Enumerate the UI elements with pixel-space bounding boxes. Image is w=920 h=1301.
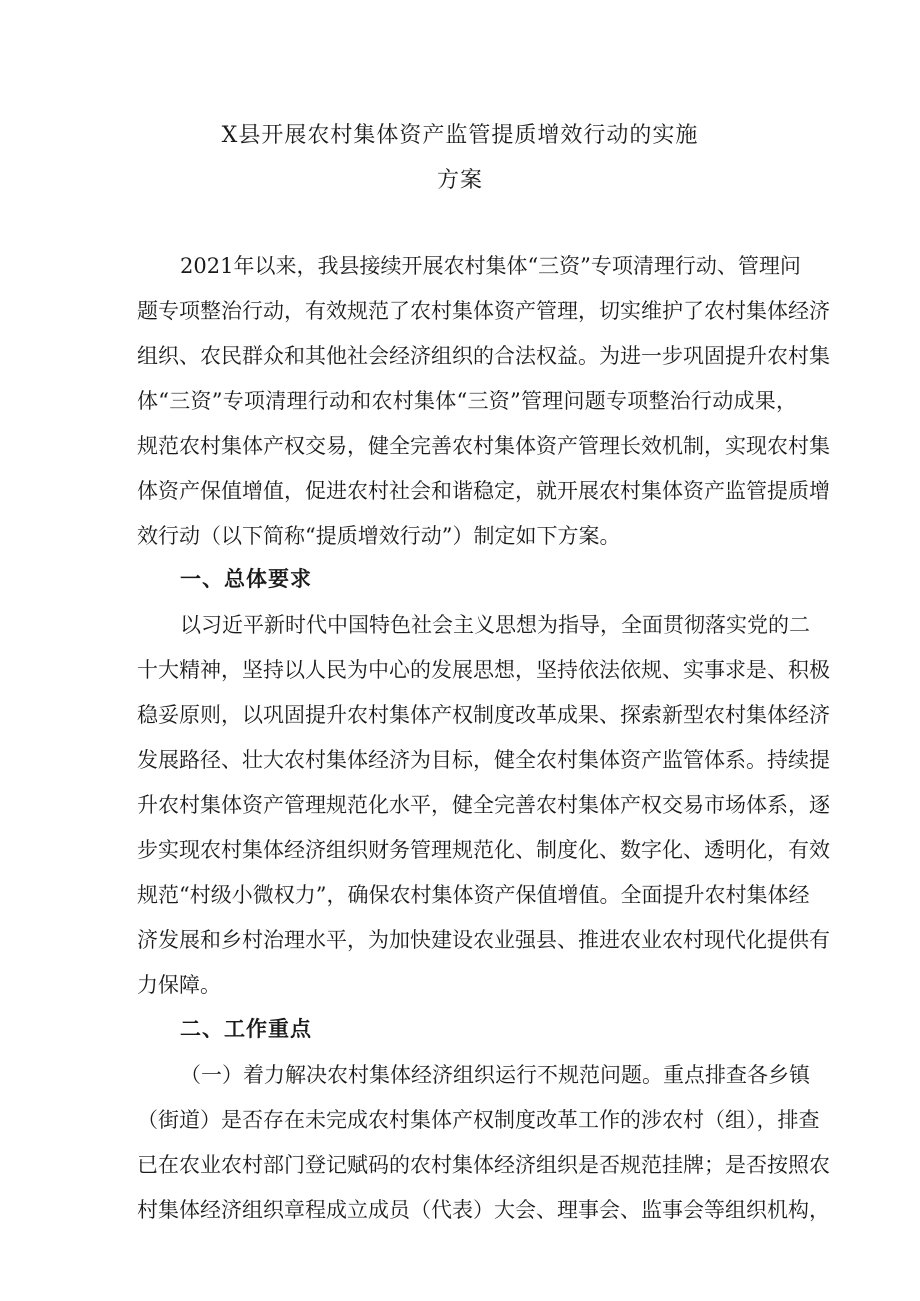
intro-line: 体资产保值增值，促进农村社会和谐稳定，就开展农村集体资产监管提质增 [137,479,830,503]
section1-line: 十大精神，坚持以人民为中心的发展思想，坚持依法依规、实事求是、积极 [137,658,830,682]
section2-line: （街道）是否存在未完成农村集体产权制度改革工作的涉农村（组），排查 [137,1108,820,1132]
section1-line: 力保障。 [137,973,221,997]
intro-line: 效行动（以下简称“提质增效行动”）制定如下方案。 [137,524,621,548]
section-heading-1: 一、总体要求 [180,567,312,591]
intro-line: 规范农村集体产权交易，健全完善农村集体资产管理长效机制，实现农村集 [137,434,830,458]
intro-line: 体“三资”专项清理行动和农村集体“三资”管理问题专项整治行动成果， [137,389,797,413]
section2-line: 已在农业农村部门登记赋码的农村集体经济组织是否规范挂牌；是否按照农 [137,1153,830,1177]
intro-line: 题专项整治行动，有效规范了农村集体资产管理，切实维护了农村集体经济 [137,299,830,323]
intro-line: 组织、农民群众和其他社会经济组织的合法权益。为进一步巩固提升农村集 [137,344,830,368]
section1-line: 稳妥原则，以巩固提升农村集体产权制度改革成果、探索新型农村集体经济 [137,703,830,727]
section2-line: （一）着力解决农村集体经济组织运行不规范问题。重点排查各乡镇 [180,1063,810,1087]
section1-line: 济发展和乡村治理水平，为加快建设农业强县、推进农业农村现代化提供有 [137,928,830,952]
section2-line: 村集体经济组织章程成立成员（代表）大会、理事会、监事会等组织机构， [137,1198,830,1222]
section1-line: 升农村集体资产管理规范化水平，健全完善农村集体产权交易市场体系，逐 [137,793,830,817]
document-title-line-1: X县开展农村集体资产监管提质增效行动的实施 [221,123,699,148]
section1-line: 发展路径、壮大农村集体经济为目标，健全农村集体资产监管体系。持续提 [137,748,830,772]
document-title-line-2: 方案 [436,168,483,193]
section1-line: 规范“村级小微权力”，确保农村集体资产保值增值。全面提升农村集体经 [137,883,810,907]
intro-line: 2021年以来，我县接续开展农村集体“三资”专项清理行动、管理问 [180,254,801,278]
section1-line: 步实现农村集体经济组织财务管理规范化、制度化、数字化、透明化，有效 [137,838,830,862]
section1-line: 以习近平新时代中国特色社会主义思想为指导，全面贯彻落实党的二 [180,613,810,637]
section-heading-2: 二、工作重点 [180,1017,312,1041]
